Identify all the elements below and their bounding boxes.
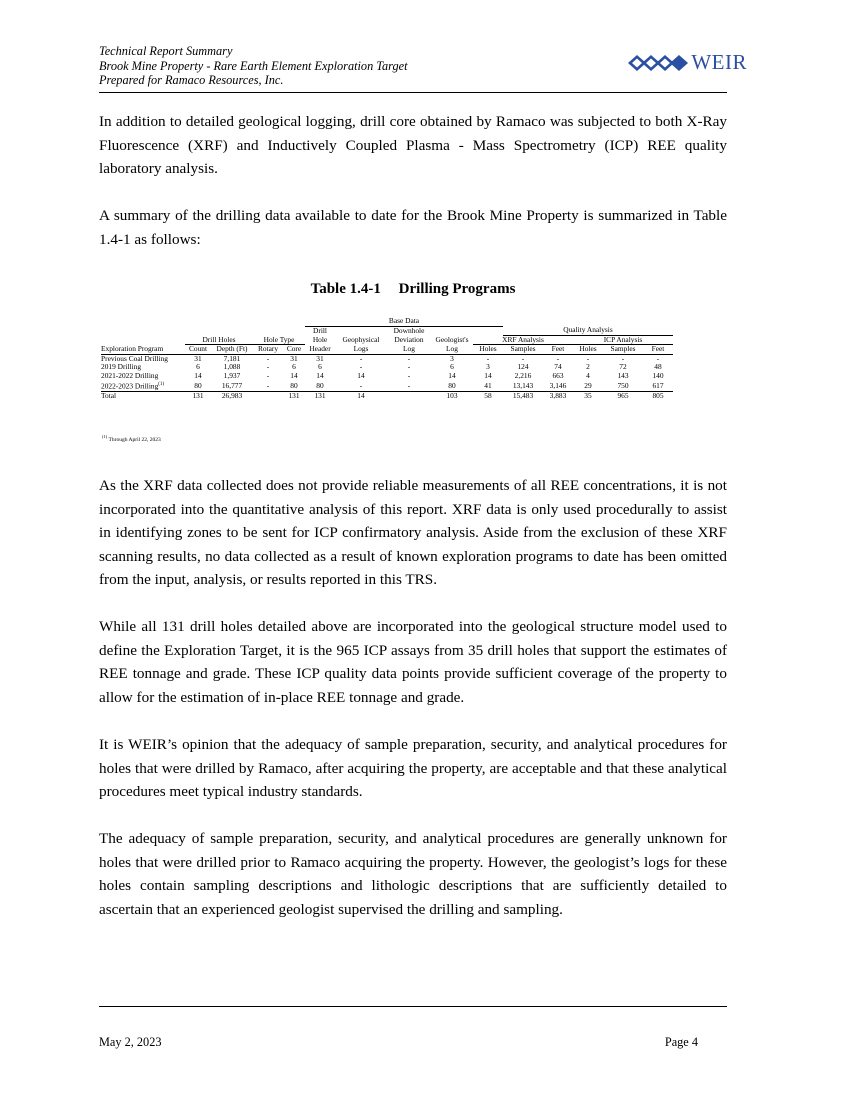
col-geo-logs: Logs <box>335 345 387 355</box>
cell: 80 <box>305 381 335 392</box>
cell: 31 <box>316 353 324 363</box>
cell: 1,088 <box>223 362 241 372</box>
group-base-data: Base Data <box>305 317 503 326</box>
cell: 2,216 <box>514 371 532 381</box>
cell: 80 <box>283 381 305 392</box>
cell: 103 <box>446 390 458 400</box>
col-geologist-log: Log <box>431 345 473 355</box>
table-row <box>101 372 673 381</box>
cell: 15,483 <box>512 390 534 400</box>
program-name: 2022-2023 Drilling <box>101 381 159 391</box>
col-xrf-holes: Holes <box>473 345 503 355</box>
cell: 74 <box>554 362 562 372</box>
diamonds-icon <box>626 53 688 73</box>
cell: 4 <box>586 371 590 381</box>
geophysical-h: Geophysical <box>342 335 380 345</box>
cell: 29 <box>573 381 603 392</box>
cell: 14 <box>357 390 365 400</box>
program-name: Previous Coal Drilling <box>101 353 168 363</box>
cell: 16,777 <box>211 381 253 392</box>
col-count: Count <box>185 345 211 355</box>
col-rotary: Rotary <box>253 345 283 355</box>
table-number: Table 1.4-1 <box>310 281 381 297</box>
cell: 48 <box>654 362 662 372</box>
cell: 3,146 <box>543 381 573 392</box>
cell: 965 <box>617 390 629 400</box>
col-header: Header <box>305 345 335 355</box>
cell: 3 <box>486 362 490 372</box>
cell: 58 <box>484 390 492 400</box>
cell: - <box>407 353 411 363</box>
program-name: 2021-2022 Drilling <box>101 371 159 381</box>
program-cell <box>101 381 185 392</box>
paragraph-4: While all 131 drill holes detailed above are incorporated into the geological structure model used to define the Exploration Target, it is the 965 ICP assays from 35 drill holes that support the estimates of REE tonnage and grade. These ICP quality data points provide sufficient coverage of the property to allow for the estimation of in-place REE tonnage and grade. <box>99 618 727 706</box>
logo-text: WEIR <box>691 50 747 74</box>
group-xrf-analysis: XRF Analysis <box>473 335 573 345</box>
col-xrf-samples: Samples <box>503 345 543 355</box>
col-xrf-feet: Feet <box>543 345 573 355</box>
cell: 14 <box>448 371 456 381</box>
cell: 131 <box>314 390 326 400</box>
cell: 663 <box>552 371 564 381</box>
col-dev-log: Log <box>387 345 431 355</box>
group-drill-holes: Drill Holes <box>185 335 253 345</box>
cell <box>387 391 431 400</box>
geologists-h: Geologist's <box>435 335 469 345</box>
cell: - <box>586 353 590 363</box>
cell: 41 <box>473 381 503 392</box>
cell: - <box>556 353 560 363</box>
cell: 13,143 <box>503 381 543 392</box>
cell: - <box>621 353 625 363</box>
footnote-text: Through April 22, 2023 <box>108 436 161 443</box>
weir-logo <box>626 50 747 75</box>
col-icp-samples: Samples <box>603 345 643 355</box>
cell: 6 <box>450 362 454 372</box>
cell: 3,883 <box>549 390 567 400</box>
cell: 6 <box>196 362 200 372</box>
cell: 7,181 <box>223 353 241 363</box>
cell: 124 <box>517 362 529 372</box>
drill-hole-h1: Drill <box>313 325 327 335</box>
cell: - <box>266 371 270 381</box>
cell: - <box>266 362 270 372</box>
cell: 80 <box>431 381 473 392</box>
paragraph-1: In addition to detailed geological logging, drill core obtained by Ramaco was subjected to both X-Ray Fluorescence (XRF) and Inductively Coupled Plasma - Mass Spectrometry (ICP) REE quality laboratory analysis. <box>99 113 727 177</box>
cell: 31 <box>290 353 298 363</box>
program-name: 2019 Drilling <box>101 362 142 372</box>
cell: - <box>359 353 363 363</box>
table-total-row <box>101 391 673 400</box>
cell: - <box>253 381 283 392</box>
footer-divider <box>99 1006 727 1007</box>
cell: 26,983 <box>221 390 243 400</box>
header-line-2: Brook Mine Property - Rare Earth Element Exploration Target <box>99 58 408 73</box>
cell: - <box>359 362 363 372</box>
paragraph-2: A summary of the drilling data available to date for the Brook Mine Property is summarized in Table 1.4-1 as follows: <box>99 207 727 248</box>
drilling-programs-table <box>101 317 673 400</box>
cell: 6 <box>292 362 296 372</box>
header-line-1: Technical Report Summary <box>99 44 233 58</box>
downhole-h1: Downhole <box>393 325 425 335</box>
program-cell <box>101 372 185 381</box>
footer-date: May 2, 2023 <box>99 1035 162 1049</box>
col-icp-holes: Holes <box>573 345 603 355</box>
cell: 1,937 <box>223 371 241 381</box>
deviation-h: Deviation <box>394 335 424 345</box>
paragraph-3: As the XRF data collected does not provide reliable measurements of all REE concentrations, it is not incorporated into the quantitative analysis of this report. XRF data is only used procedurally to assist in identifying zones to be sent for ICP confirmatory analysis. Aside from the exclusion of these XRF scanning results, no data collected as a result of known exploration programs to date has been omitted from the input, analysis, or results reported in this TRS. <box>99 477 727 588</box>
footnote-ref: (1) <box>158 381 165 387</box>
cell: 617 <box>643 381 673 392</box>
col-depth: Depth (Ft) <box>211 345 253 355</box>
cell: 14 <box>316 371 324 381</box>
cell: - <box>335 381 387 392</box>
drill-hole-h2: Hole <box>312 335 328 345</box>
group-hole-type: Hole Type <box>253 335 305 345</box>
cell: 14 <box>290 371 298 381</box>
cell: 14 <box>484 371 492 381</box>
paragraph-5: It is WEIR’s opinion that the adequacy of sample preparation, security, and analytical procedures for holes that were drilled by Ramaco, after acquiring the property, are acceptable and that these analytical procedures meet typical industry standards. <box>99 736 727 800</box>
cell: 140 <box>652 371 664 381</box>
header-line-3: Prepared for Ramaco Resources, Inc. <box>99 73 284 88</box>
col-core: Core <box>283 345 305 355</box>
table-title <box>99 281 727 298</box>
group-icp-analysis: ICP Analysis <box>573 335 673 345</box>
cell: - <box>266 353 270 363</box>
total-label: Total <box>101 390 117 400</box>
cell: 2 <box>586 362 590 372</box>
cell: - <box>407 362 411 372</box>
cell: 14 <box>357 371 365 381</box>
col-program: Exploration Program <box>101 345 185 355</box>
cell: 80 <box>185 381 211 392</box>
cell: - <box>387 381 431 392</box>
cell: 131 <box>192 390 204 400</box>
cell: - <box>486 353 490 363</box>
table-footnote <box>102 434 161 443</box>
table-name: Drilling Programs <box>398 281 516 297</box>
group-quality-analysis: Quality Analysis <box>503 326 673 335</box>
cell: - <box>521 353 525 363</box>
cell: 805 <box>652 390 664 400</box>
cell: 72 <box>619 362 627 372</box>
paragraph-6: The adequacy of sample preparation, security, and analytical procedures are generally unknown for holes that were drilled prior to Ramaco acquiring the property. However, the geologist’s logs for these holes contain sampling descriptions and lithologic descriptions that are sufficiently detailed to ascertain that an experienced geologist supervised the drilling and sampling. <box>99 830 727 918</box>
cell: 750 <box>603 381 643 392</box>
page-header <box>99 44 747 93</box>
col-icp-feet: Feet <box>643 345 673 355</box>
cell: - <box>407 371 411 381</box>
table-body <box>101 354 673 391</box>
footnote-mark: (1) <box>102 434 108 439</box>
cell: 35 <box>584 390 592 400</box>
cell: 6 <box>318 362 322 372</box>
cell: 143 <box>617 371 629 381</box>
cell: 14 <box>194 371 202 381</box>
cell: - <box>656 353 660 363</box>
cell: 3 <box>450 353 454 363</box>
table-row <box>101 381 673 392</box>
page-number: Page 4 <box>664 1035 698 1049</box>
cell: 131 <box>288 390 300 400</box>
cell <box>253 391 283 400</box>
cell: 31 <box>194 353 202 363</box>
